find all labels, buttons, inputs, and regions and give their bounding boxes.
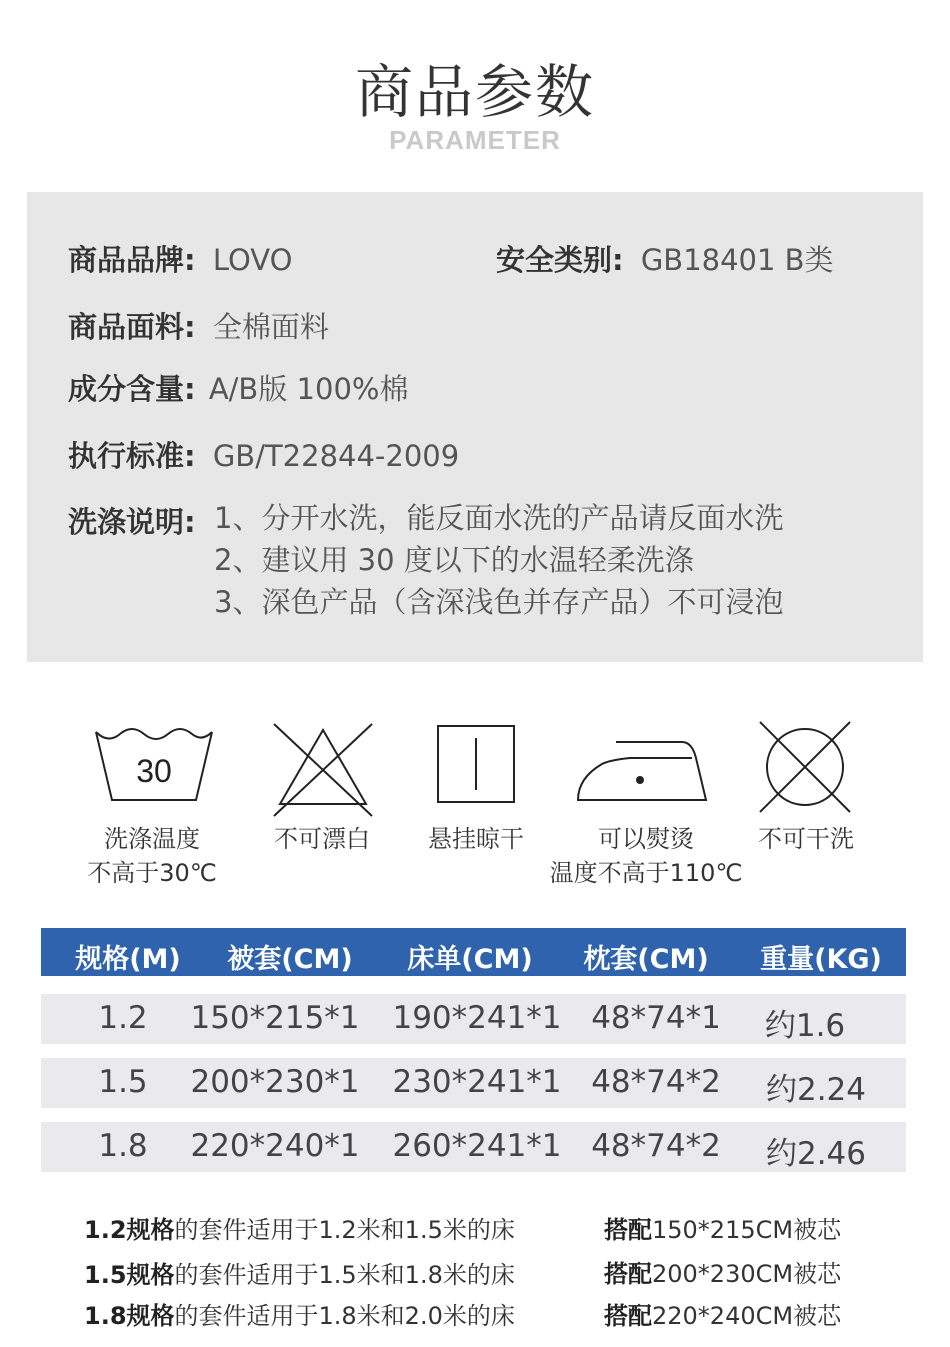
brand-value: LOVO — [212, 243, 293, 277]
table-cell: 220*240*1 — [190, 1128, 360, 1164]
match-note: 搭配220*240CM被芯 — [604, 1302, 842, 1330]
table-row — [41, 1122, 906, 1172]
spec-note: 1.5规格的套件适用于1.5米和1.8米的床 — [84, 1261, 515, 1289]
wash-line: 2、建议用 30 度以下的水温轻柔洗涤 — [214, 543, 694, 577]
standard-value: GB/T22844-2009 — [212, 439, 460, 473]
brand-label: 商品品牌: — [68, 243, 196, 277]
wash-label: 洗涤说明: — [68, 505, 196, 539]
content-value: A/B版 100%棉 — [208, 372, 409, 406]
no-bleach-icon — [272, 722, 374, 818]
safety-row — [496, 238, 834, 279]
match-note: 搭配200*230CM被芯 — [604, 1260, 842, 1288]
safety-label: 安全类别: — [496, 243, 624, 277]
table-cell: 1.8 — [98, 1128, 148, 1164]
standard-label: 执行标准: — [68, 439, 196, 473]
page-subtitle: PARAMETER — [389, 125, 561, 155]
table-row — [41, 994, 906, 1044]
wash-line: 1、分开水洗，能反面水洗的产品请反面水洗 — [214, 501, 784, 535]
content-label: 成分含量: — [68, 372, 196, 406]
table-cell: 260*241*1 — [392, 1128, 562, 1164]
column-header: 枕套(CM) — [583, 944, 709, 975]
wash-line: 3、深色产品（含深浅色并存产品）不可浸泡 — [214, 585, 784, 619]
table-cell: 150*215*1 — [190, 1000, 360, 1036]
brand-row — [68, 238, 292, 279]
safety-value: GB18401 B类 — [640, 243, 834, 277]
table-header — [41, 928, 906, 976]
no-dry-clean-icon — [756, 718, 854, 816]
hang-dry-icon — [436, 724, 516, 804]
column-header: 被套(CM) — [227, 944, 353, 975]
table-cell: 1.5 — [98, 1064, 148, 1100]
wash-instructions — [188, 497, 783, 623]
care-label-no-bleach: 不可漂白 — [274, 825, 370, 853]
care-label-hang-dry: 悬挂晾干 — [428, 825, 524, 853]
wash-row — [68, 500, 196, 541]
table-cell: 230*241*1 — [392, 1064, 562, 1100]
care-label-wash: 洗涤温度 不高于30℃ — [87, 825, 217, 887]
table-cell: 约1.6 — [764, 1008, 846, 1044]
fabric-label: 商品面料: — [68, 310, 196, 344]
care-label-no-dry-clean: 不可干洗 — [758, 825, 854, 853]
spec-note: 1.2规格的套件适用于1.2米和1.5米的床 — [84, 1216, 515, 1244]
fabric-value: 全棉面料 — [212, 310, 329, 344]
page-title: 商品参数 — [354, 58, 595, 126]
match-note: 搭配150*215CM被芯 — [604, 1216, 842, 1244]
table-row — [41, 1058, 906, 1108]
wash-temp-number: 30 — [136, 753, 172, 789]
table-cell: 200*230*1 — [190, 1064, 360, 1100]
fabric-row — [68, 305, 329, 346]
table-cell: 190*241*1 — [392, 1000, 562, 1036]
column-header: 规格(M) — [75, 944, 181, 975]
table-cell: 1.2 — [98, 1000, 148, 1036]
content-row — [68, 367, 408, 408]
wash-30-icon — [94, 726, 214, 804]
table-cell: 48*74*1 — [591, 1000, 721, 1036]
spec-note: 1.8规格的套件适用于1.8米和2.0米的床 — [84, 1302, 515, 1330]
standard-row — [68, 434, 459, 475]
column-header: 床单(CM) — [407, 944, 533, 975]
table-cell: 约2.46 — [765, 1136, 867, 1172]
column-header: 重量(KG) — [760, 944, 882, 975]
iron-icon — [574, 738, 710, 804]
care-label-iron: 可以熨烫 温度不高于110℃ — [549, 825, 743, 887]
table-cell: 约2.24 — [765, 1072, 867, 1108]
table-cell: 48*74*2 — [591, 1128, 721, 1164]
table-cell: 48*74*2 — [591, 1064, 721, 1100]
